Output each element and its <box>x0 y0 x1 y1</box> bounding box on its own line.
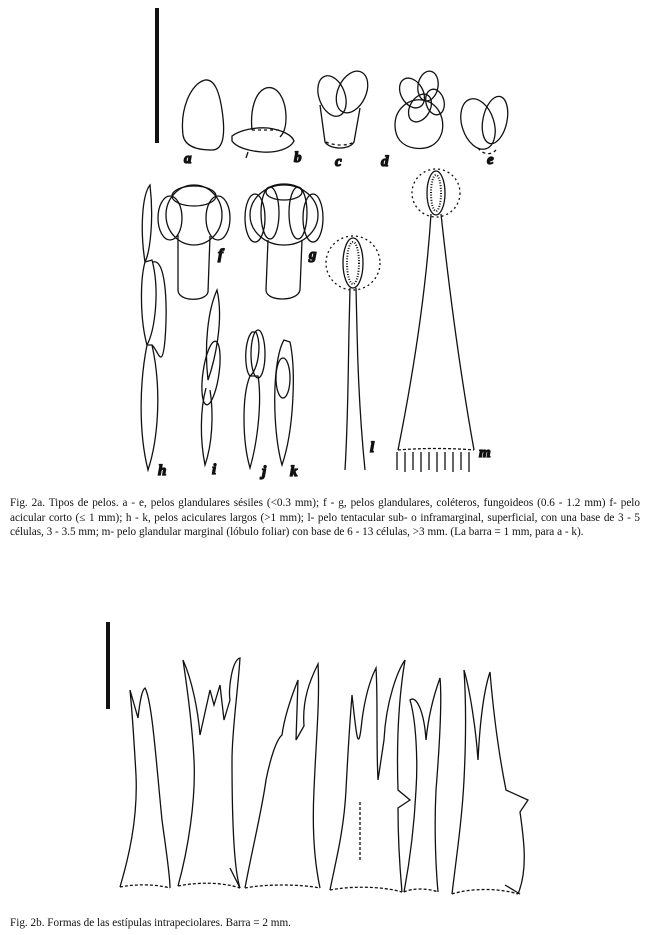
stipule-1 <box>120 688 170 888</box>
label-a: a <box>184 151 192 167</box>
hair-m <box>397 169 474 472</box>
label-l: l <box>370 440 375 456</box>
hair-f <box>158 185 230 299</box>
figure-2b-caption: Fig. 2b. Formas de las estípulas intrapeciolares. Barra = 2 mm. <box>10 917 291 929</box>
hair-d <box>394 69 447 148</box>
hair-h <box>141 185 166 470</box>
hair-j <box>244 330 265 468</box>
label-m: m <box>479 445 491 461</box>
hair-e <box>455 94 512 154</box>
label-d: d <box>381 154 389 170</box>
stipule-2 <box>178 658 240 888</box>
label-g: g <box>309 247 317 263</box>
stipule-3 <box>245 664 320 888</box>
figure-2a-caption: Fig. 2a. Tipos de pelos. a - e, pelos glandulares sésiles (<0.3 mm); f - g, pelos glandulares, coléteros, fungoideos (0.6 - 1.2 mm) f- pelo acicular corto (≤ 1 mm); h - k, pelos aciculares largos (>1 mm); l- pelo tentacular sub- o inframarginal, superficial, con una base de 3 - 5 células, 3 - 3.5 mm; m- pelo glandular marginal (lóbulo foliar) con base de 6 - 13 células, >3 mm. (La barra = 1 mm, para a - k). <box>10 497 640 539</box>
label-e: e <box>487 152 494 168</box>
hair-k <box>275 340 294 465</box>
label-k: k <box>290 464 298 480</box>
label-h: h <box>158 463 167 479</box>
hair-i <box>199 290 224 465</box>
stipule-5 <box>404 678 441 892</box>
label-c: c <box>335 154 342 170</box>
hair-g <box>245 184 323 299</box>
figure-2b-drawing <box>0 600 649 910</box>
label-i: i <box>212 462 217 478</box>
hair-b <box>232 88 294 158</box>
hair-c <box>313 66 374 148</box>
label-b: b <box>294 150 302 166</box>
hair-a <box>182 80 223 150</box>
hair-l <box>326 236 380 470</box>
label-f: f <box>218 247 223 263</box>
stipule-6 <box>452 670 528 894</box>
label-j: j <box>262 464 267 480</box>
stipule-4 <box>330 660 410 892</box>
